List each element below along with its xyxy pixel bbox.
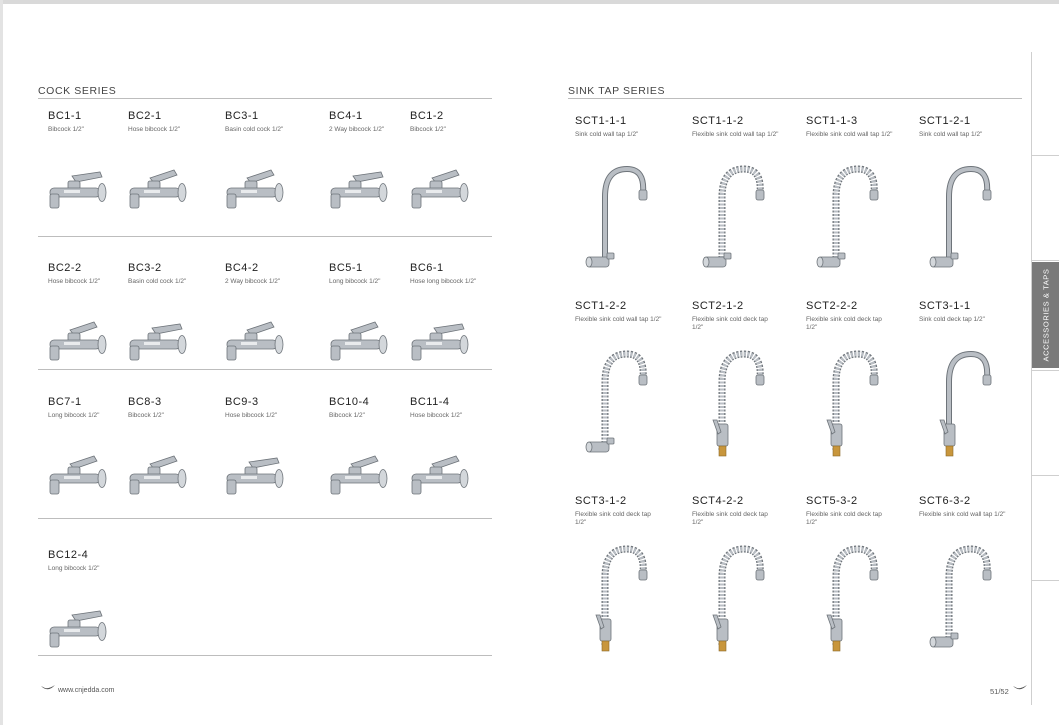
bibcock-icon bbox=[219, 454, 291, 505]
bird-logo-icon bbox=[1012, 684, 1028, 694]
product-item bbox=[410, 396, 510, 420]
sink-tap-icon bbox=[694, 537, 774, 660]
bibcock-icon bbox=[42, 168, 114, 219]
product-description: Hose long bibcock 1/2" bbox=[410, 278, 477, 285]
side-tab-label: ACCESSORIES & TAPS bbox=[1041, 268, 1051, 362]
product-description: Flexible sink cold deck tap 1/2" bbox=[806, 511, 882, 526]
product-description: 2 Way bibcock 1/2" bbox=[329, 126, 385, 133]
product-description: Bibcock 1/2" bbox=[329, 412, 365, 419]
side-tab-divider bbox=[1031, 370, 1059, 371]
bibcock-icon bbox=[122, 454, 194, 505]
product-code: SCT1-1-3 bbox=[806, 115, 858, 127]
product-code: SCT1-2-1 bbox=[919, 115, 971, 127]
sink-tap-icon bbox=[577, 157, 657, 280]
sink-tap-icon bbox=[577, 342, 657, 465]
bibcock-icon bbox=[219, 320, 291, 371]
sink-tap-icon bbox=[921, 342, 1001, 465]
product-code: BC2-2 bbox=[48, 262, 82, 274]
side-tab-divider bbox=[1031, 260, 1059, 261]
product-description: Basin cold cock 1/2" bbox=[128, 278, 187, 285]
bibcock-icon bbox=[323, 320, 395, 371]
product-item bbox=[575, 300, 675, 324]
product-item bbox=[410, 262, 510, 286]
bibcock-icon bbox=[323, 168, 395, 219]
product-description: 2 Way bibcock 1/2" bbox=[225, 278, 281, 285]
product-item bbox=[225, 262, 325, 286]
side-tab-divider bbox=[1031, 475, 1059, 476]
product-item bbox=[919, 115, 1019, 139]
page-left-border bbox=[0, 0, 3, 725]
bibcock-icon bbox=[219, 168, 291, 219]
product-item bbox=[806, 300, 906, 332]
product-item bbox=[128, 110, 228, 134]
product-description: Hose bibcock 1/2" bbox=[410, 412, 463, 419]
product-code: BC6-1 bbox=[410, 262, 444, 274]
cock-series-rule bbox=[38, 98, 492, 99]
product-item bbox=[48, 549, 148, 573]
product-description: Flexible sink cold wall tap 1/2" bbox=[806, 131, 893, 138]
bibcock-icon bbox=[122, 320, 194, 371]
product-item bbox=[128, 396, 228, 420]
product-description: Hose bibcock 1/2" bbox=[48, 278, 101, 285]
product-code: BC4-2 bbox=[225, 262, 259, 274]
bibcock-icon bbox=[122, 168, 194, 219]
product-code: BC3-1 bbox=[225, 110, 259, 122]
sink-tap-icon bbox=[808, 537, 888, 660]
product-item bbox=[128, 262, 228, 286]
bibcock-icon bbox=[404, 168, 476, 219]
sink-tap-icon bbox=[694, 342, 774, 465]
product-code: SCT3-1-2 bbox=[575, 495, 627, 507]
product-code: BC8-3 bbox=[128, 396, 162, 408]
product-description: Flexible sink cold deck tap 1/2" bbox=[692, 511, 768, 526]
bibcock-icon bbox=[404, 454, 476, 505]
product-description: Hose bibcock 1/2" bbox=[128, 126, 181, 133]
product-description: Flexible sink cold wall tap 1/2" bbox=[919, 511, 1006, 518]
row-divider bbox=[38, 236, 492, 237]
product-description: Flexible sink cold wall tap 1/2" bbox=[575, 316, 662, 323]
product-description: Bibcock 1/2" bbox=[128, 412, 164, 419]
product-item bbox=[692, 300, 792, 332]
product-description: Bibcock 1/2" bbox=[48, 126, 84, 133]
product-description: Basin cold cock 1/2" bbox=[225, 126, 284, 133]
product-description: Long bibcock 1/2" bbox=[329, 278, 381, 285]
product-code: SCT2-2-2 bbox=[806, 300, 858, 312]
product-description: Long bibcock 1/2" bbox=[48, 412, 100, 419]
sink-tap-icon bbox=[694, 157, 774, 280]
bibcock-icon bbox=[42, 454, 114, 505]
cock-series-title: COCK SERIES bbox=[38, 85, 117, 97]
product-code: BC5-1 bbox=[329, 262, 363, 274]
product-code: SCT1-2-2 bbox=[575, 300, 627, 312]
product-code: SCT3-1-1 bbox=[919, 300, 971, 312]
bibcock-icon bbox=[404, 320, 476, 371]
product-description: Long bibcock 1/2" bbox=[48, 565, 100, 572]
product-code: BC3-2 bbox=[128, 262, 162, 274]
product-code: BC9-3 bbox=[225, 396, 259, 408]
product-code: BC12-4 bbox=[48, 549, 89, 561]
product-description: Sink cold wall tap 1/2" bbox=[575, 131, 639, 138]
product-code: BC1-1 bbox=[48, 110, 82, 122]
product-code: SCT6-3-2 bbox=[919, 495, 971, 507]
product-code: SCT2-1-2 bbox=[692, 300, 744, 312]
product-code: BC11-4 bbox=[410, 396, 450, 408]
page-top-border bbox=[0, 0, 1059, 4]
product-code: SCT4-2-2 bbox=[692, 495, 744, 507]
sink-tap-icon bbox=[921, 157, 1001, 280]
product-code: BC2-1 bbox=[128, 110, 162, 122]
product-code: SCT1-1-2 bbox=[692, 115, 744, 127]
product-item bbox=[575, 115, 675, 139]
side-tab-divider bbox=[1031, 580, 1059, 581]
product-code: BC4-1 bbox=[329, 110, 363, 122]
product-code: BC10-4 bbox=[329, 396, 370, 408]
sink-tap-icon bbox=[808, 342, 888, 465]
row-divider bbox=[38, 518, 492, 519]
product-code: SCT5-3-2 bbox=[806, 495, 858, 507]
product-code: BC7-1 bbox=[48, 396, 82, 408]
sink-tap-icon bbox=[577, 537, 657, 660]
product-description: Flexible sink cold deck tap 1/2" bbox=[806, 316, 882, 331]
product-description: Hose bibcock 1/2" bbox=[225, 412, 278, 419]
product-item bbox=[919, 495, 1019, 519]
product-description: Sink cold deck tap 1/2" bbox=[919, 316, 985, 323]
product-code: BC1-2 bbox=[410, 110, 444, 122]
sink-tap-icon bbox=[808, 157, 888, 280]
sink-tap-icon bbox=[921, 537, 1001, 660]
product-description: Bibcock 1/2" bbox=[410, 126, 446, 133]
product-item bbox=[575, 495, 675, 527]
product-item bbox=[919, 300, 1019, 324]
product-description: Flexible sink cold wall tap 1/2" bbox=[692, 131, 779, 138]
product-description: Sink cold wall tap 1/2" bbox=[919, 131, 983, 138]
product-code: SCT1-1-1 bbox=[575, 115, 627, 127]
bibcock-icon bbox=[323, 454, 395, 505]
page-number: 51/52 bbox=[990, 687, 1009, 696]
side-tab-divider bbox=[1031, 155, 1059, 156]
product-description: Flexible sink cold deck tap 1/2" bbox=[575, 511, 651, 526]
side-tab-strip bbox=[1031, 52, 1059, 705]
product-item bbox=[225, 110, 325, 134]
product-item bbox=[806, 115, 906, 139]
footer-url[interactable]: www.cnjedda.com bbox=[58, 687, 115, 694]
bibcock-icon bbox=[42, 320, 114, 371]
product-item bbox=[225, 396, 325, 420]
product-item bbox=[692, 495, 792, 527]
bibcock-icon bbox=[42, 607, 114, 658]
product-item bbox=[806, 495, 906, 527]
product-item bbox=[692, 115, 792, 139]
sink-tap-series-rule bbox=[568, 98, 1022, 99]
sink-tap-series-title: SINK TAP SERIES bbox=[568, 85, 666, 97]
product-description: Flexible sink cold deck tap 1/2" bbox=[692, 316, 768, 331]
bird-logo-icon bbox=[40, 684, 56, 694]
product-item bbox=[410, 110, 510, 134]
